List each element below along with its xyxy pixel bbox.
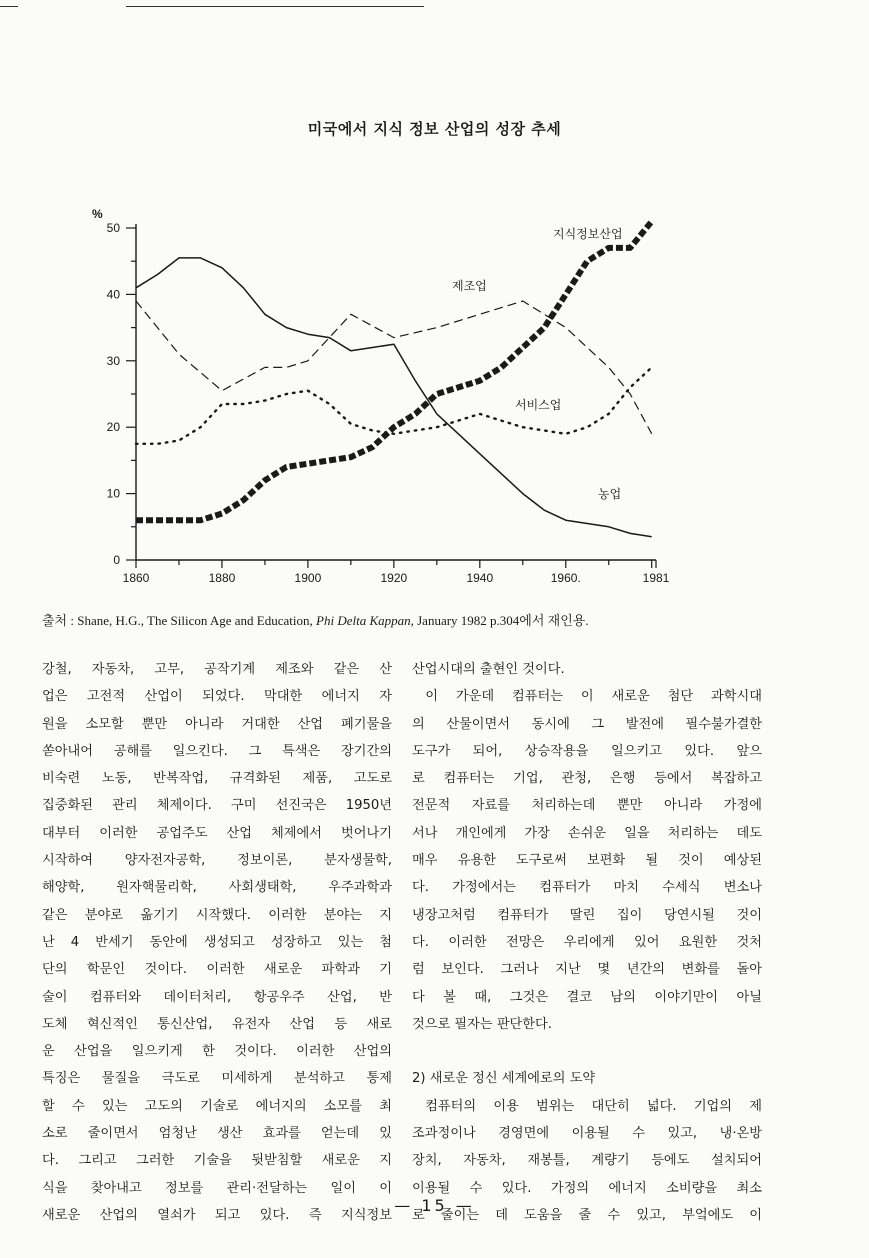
text-line: 할 수 있는 고도의 기술로 에너지의 소모를 최 xyxy=(42,1098,392,1114)
text-line: 운 산업을 일으키게 한 것이다. 이러한 산업의 xyxy=(42,1044,392,1060)
text-line: 식을 찾아내고 정보를 관리·전달하는 일이 이 xyxy=(42,1180,392,1196)
y-tick-label: 30 xyxy=(106,353,120,368)
y-axis-label: % xyxy=(92,207,103,221)
x-tick-label: 1860 xyxy=(122,571,150,585)
text-line: 같은 분야로 옮기기 시작했다. 이러한 분야는 지 xyxy=(42,907,392,923)
text-line: 대부터 이러한 공업주도 산업 체제에서 벗어나기 xyxy=(42,825,392,841)
x-tick-label: 1900 xyxy=(294,571,322,585)
text-line: 컴퓨터의 이용 범위는 대단히 넓다. 기업의 제 xyxy=(425,1098,762,1114)
x-tick-label: 1981 xyxy=(642,571,670,585)
text-line: 난 4 반세기 동안에 생성되고 성장하고 있는 첨 xyxy=(42,934,392,950)
chart-series-labels xyxy=(452,226,623,501)
text-line: 매우 유용한 도구로써 보편화 될 것이 예상된 xyxy=(412,853,762,869)
x-tick-label: 1960. xyxy=(550,571,581,585)
series-line-0 xyxy=(136,221,652,520)
series-line-3 xyxy=(136,258,652,537)
chart-series xyxy=(136,221,652,536)
text-line: 의 산물이면서 동시에 그 발전에 필수불가결한 xyxy=(412,716,762,732)
text-line: 서나 개인에게 가장 손쉬운 일을 처리하는 데도 xyxy=(412,825,762,841)
text-line: 원을 소모할 뿐만 아니라 거대한 산업 폐기물을 xyxy=(42,716,392,732)
right-paragraph-1 xyxy=(412,656,762,1038)
paragraph-gap xyxy=(412,1038,762,1065)
text-line: 전문적 자료를 처리하는데 뿐만 아니라 가정에 xyxy=(412,798,762,814)
x-tick-label: 1920 xyxy=(380,571,408,585)
text-line: 조과정이나 경영면에 이용될 수 있고, 냉·온방 xyxy=(412,1126,762,1142)
text-line: 업은 고전적 산업이 되었다. 막대한 에너지 자 xyxy=(42,689,392,705)
text-line: 해양학, 원자핵물리학, 사회생태학, 우주과학과 xyxy=(42,880,392,896)
y-tick-label: 10 xyxy=(106,486,120,501)
top-rule xyxy=(126,6,424,7)
source-prefix: 출처 : Shane, H.G., The Silicon Age and Education, xyxy=(42,613,317,628)
text-line: 냉장고처럼 컴퓨터가 딸린 집이 당연시될 것이 xyxy=(412,907,762,923)
text-line: 장치, 자동차, 재봉틀, 계량기 등에도 설치되어 xyxy=(412,1153,762,1169)
x-tick-label: 1940 xyxy=(466,571,494,585)
text-line: 도구가 되어, 상승작용을 일으키고 있다. 앞으 xyxy=(412,743,762,759)
source-suffix: January 1982 p.304에서 재인용. xyxy=(413,613,589,628)
top-rule-left xyxy=(0,6,18,7)
section-heading: 2) 새로운 정신 세계에로의 도약 xyxy=(412,1071,596,1087)
text-line: 시작하여 양자전자공학, 정보이론, 분자생물학, xyxy=(42,853,392,869)
text-line: 다 볼 때, 그것은 결코 남의 이야기만이 아닐 xyxy=(412,989,762,1005)
text-line: 단의 학문인 것이다. 이러한 새로운 파학과 기 xyxy=(42,962,392,978)
text-line: 것으로 필자는 판단한다. xyxy=(412,1016,552,1032)
text-line: 로 줄이는 데 도움을 줄 수 있고, 부엌에도 이 xyxy=(412,1207,762,1223)
text-line: 이 가운데 컴퓨터는 이 새로운 첨단 과학시대 xyxy=(425,689,762,705)
series-label-1: 제조업 xyxy=(452,279,487,293)
source-journal: Phi Delta Kappan, xyxy=(316,613,414,628)
left-column xyxy=(42,656,392,1229)
text-line: 집중화된 관리 체제이다. 구미 선진국은 1950년 xyxy=(42,798,392,814)
text-line: 럼 보인다. 그러나 지난 몇 년간의 변화를 돌아 xyxy=(412,962,762,978)
text-line: 로 컴퓨터는 기업, 관청, 은행 등에서 복잡하고 xyxy=(412,771,762,787)
text-line: 비숙련 노동, 반복작업, 규격화된 제품, 고도로 xyxy=(42,771,392,787)
text-line: 도체 혁신적인 통신산업, 유전자 산업 등 새로 xyxy=(42,1016,392,1032)
page-number: — 15 — xyxy=(394,1196,475,1215)
text-line: 소로 줄이면서 엄청난 생산 효과를 얻는데 있 xyxy=(42,1126,392,1142)
series-label-3: 농업 xyxy=(598,487,622,501)
text-line: 다. 그리고 그러한 기술을 뒷받침할 새로운 지 xyxy=(42,1153,392,1169)
text-line: 다. 이러한 전망은 우리에게 있어 요원한 것처 xyxy=(412,934,762,950)
text-line: 산업시대의 출현인 것이다. xyxy=(412,662,565,677)
y-tick-label: 50 xyxy=(106,221,120,235)
text-line: 강철, 자동차, 고무, 공작기계 제조와 같은 산 xyxy=(42,662,392,677)
y-tick-label: 40 xyxy=(106,287,120,302)
y-tick-label: 20 xyxy=(106,420,120,435)
text-line: 특징은 물질을 극도로 미세하게 분석하고 통제 xyxy=(42,1071,392,1087)
text-line: 새로운 산업의 열쇠가 되고 있다. 즉 지식정보 xyxy=(42,1207,392,1223)
text-line: 술이 컴퓨터와 데이터처리, 항공우주 산업, 반 xyxy=(42,989,392,1005)
series-line-1 xyxy=(136,301,652,434)
series-line-2 xyxy=(136,367,652,443)
y-tick-label: 0 xyxy=(113,553,120,567)
series-label-2: 서비스업 xyxy=(515,398,562,412)
source-citation xyxy=(42,610,842,629)
text-line: 다. 가정에서는 컴퓨터가 마치 수세식 변소나 xyxy=(412,880,762,896)
text-line: 쏟아내어 공해를 일으킨다. 그 특색은 장기간의 xyxy=(42,743,392,759)
chart-title: 미국에서 지식 정보 산업의 성장 추세 xyxy=(307,120,562,138)
x-tick-label: 1880 xyxy=(208,571,236,585)
growth-chart xyxy=(0,190,869,600)
text-line: 이용될 수 있다. 가정의 에너지 소비량을 최소 xyxy=(412,1180,762,1196)
series-label-0: 지식정보산업 xyxy=(553,227,623,241)
right-column xyxy=(412,656,762,1229)
